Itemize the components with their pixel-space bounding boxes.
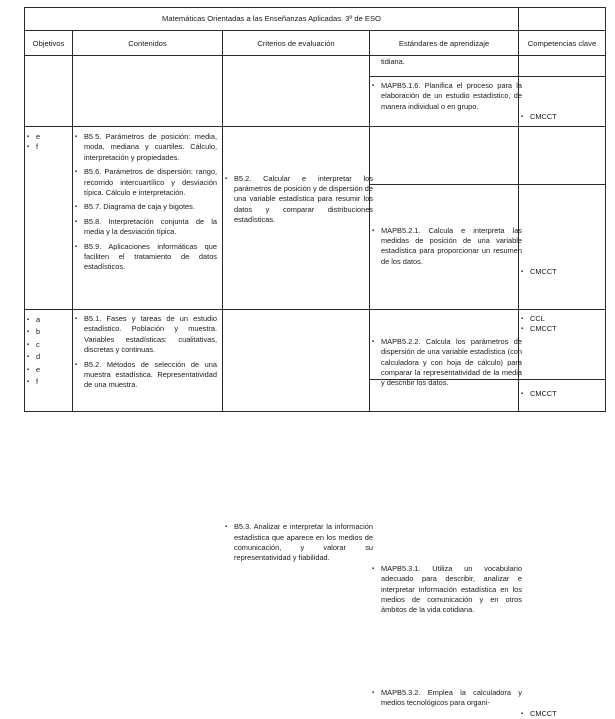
contenidos-list — [75, 132, 217, 277]
bullet-icon: ▪ — [27, 379, 30, 386]
criterio-item: ▪ B5.2. Calcular e interpretar los parámetros de posición y de dispersión de una variable estadística para resumir los datos y comparar distribuciones estadísticas. — [225, 173, 373, 225]
objetivos-list — [27, 132, 69, 153]
bullet-icon: ▪ — [372, 338, 375, 345]
estandar-item: ▪ MAPB5.2.2. Calcula los parámetros de dispersión de una variable estadística (con calculadora y con hoja de cálculo) para comparar la representatividad de la media y describir los datos. — [372, 336, 522, 388]
table-rule — [369, 184, 606, 185]
bullet-icon: ▪ — [27, 317, 30, 323]
objetivo-item: ▪ e — [27, 132, 41, 141]
bullet-icon: ▪ — [372, 227, 375, 234]
bullet-icon: ▪ — [27, 144, 30, 151]
header-objetivos: Objetivos — [32, 39, 65, 48]
header-competencias: Competencias clave — [527, 39, 597, 48]
contenido-item: ▪ B5.6. Parámetros de dispersión: rango, recorrido intercuartílico y desviación típica. Cálculo e interpretación. — [75, 167, 217, 198]
header-contenidos: Contenidos — [128, 39, 167, 48]
competencias-list — [521, 314, 601, 335]
bullet-icon: ▪ — [75, 361, 78, 368]
objetivo-item: ▪ f — [27, 142, 39, 152]
table-rule — [605, 7, 606, 412]
bullet-icon: ▪ — [27, 354, 30, 361]
bullet-icon: ▪ — [27, 341, 30, 348]
estandar-item: ▪ MAPB5.1.6. Planifica el proceso para la elaboración de un estudio estadístico, de manera individual o en grupo. — [372, 81, 522, 111]
competencia-item: ▪ CCL — [521, 314, 545, 323]
objetivo-item: ▪ d — [27, 351, 69, 363]
estandar-item: ▪ MAPB5.3.2. Emplea la calculadora y medios tecnológicos para organi- — [372, 687, 522, 708]
objetivo-item: ▪ a — [27, 314, 69, 326]
objetivo-item: ▪ f — [27, 376, 69, 388]
bullet-icon: ▪ — [521, 326, 524, 333]
objetivo-item: ▪ e — [27, 364, 69, 376]
bullet-icon: ▪ — [521, 390, 524, 397]
bullet-icon: ▪ — [521, 269, 524, 276]
header-criterios: Criterios de evaluación — [257, 39, 335, 48]
bullet-icon: ▪ — [521, 710, 524, 717]
table-rule — [369, 76, 606, 77]
header-estandares: Estándares de aprendizaje — [398, 39, 490, 48]
criterio-item: ▪ B5.3. Analizar e interpretar la información estadística que aparece en los medios de comunicación, y valorar su representatividad y fiabilidad. — [225, 522, 373, 563]
contenido-item: ▪ B5.2. Métodos de selección de una muestra estadística. Representatividad de una muestra. — [75, 359, 217, 390]
table-rule — [72, 30, 73, 412]
bullet-icon: ▪ — [372, 83, 375, 89]
bullet-icon: ▪ — [225, 524, 228, 531]
bullet-icon: ▪ — [75, 218, 78, 225]
competencia-item: ▪ CMCCT — [521, 324, 557, 334]
bullet-icon: ▪ — [75, 204, 78, 211]
bullet-icon: ▪ — [75, 243, 78, 250]
bullet-icon: ▪ — [372, 565, 375, 572]
bullet-icon: ▪ — [521, 114, 524, 121]
competencia-item: ▪ CMCCT — [521, 388, 557, 398]
bullet-icon: ▪ — [225, 175, 228, 182]
objetivo-item: ▪ c — [27, 339, 69, 351]
contenido-item: ▪ B5.7. Diagrama de caja y bigotes. — [75, 202, 195, 212]
contenido-item: ▪ B5.5. Parámetros de posición: media, moda, mediana y cuartiles. Cálculo, interpretación y propiedades. — [75, 132, 217, 162]
bullet-icon: ▪ — [75, 134, 78, 140]
bullet-icon: ▪ — [27, 329, 30, 336]
objetivos-list — [27, 314, 69, 388]
contenido-item: ▪ B5.9. Aplicaciones informáticas que faciliten el tratamiento de datos estadísticos. — [75, 241, 217, 272]
bullet-icon: ▪ — [521, 316, 524, 322]
competencia-item: ▪ CMCCT — [521, 708, 557, 718]
table-rule — [24, 7, 25, 412]
table-rule — [222, 30, 223, 412]
bullet-icon: ▪ — [75, 169, 78, 176]
estandar-continuation: tidiana. — [381, 57, 405, 66]
contenido-item: ▪ B5.1. Fases y tareas de un estudio estadístico. Población y muestra. Variables estadísticas: cualitativas, discretas y continuas. — [75, 314, 217, 355]
estandar-item: ▪ MAPB5.2.1. Calcula e interpreta las medidas de posición de una variable estadística para proporcionar un resumen de los datos. — [372, 225, 522, 266]
estandar-item: ▪ MAPB5.3.1. Utiliza un vocabulario adecuado para describir, analizar e interpretar información estadística en los medios de comunicación y en otros ámbitos de la vida cotidiana. — [372, 563, 522, 615]
table-title: Matemáticas Orientadas a las Enseñanzas Aplicadas. 3º de ESO — [162, 14, 381, 23]
competencia-item: ▪ CMCCT — [521, 112, 557, 122]
bullet-icon: ▪ — [27, 134, 30, 140]
objetivo-item: ▪ b — [27, 326, 69, 338]
bullet-icon: ▪ — [75, 316, 78, 322]
bullet-icon: ▪ — [372, 689, 375, 696]
bullet-icon: ▪ — [27, 366, 30, 373]
competencia-item: ▪ CMCCT — [521, 267, 557, 277]
contenidos-list — [75, 314, 217, 395]
contenido-item: ▪ B5.8. Interpretación conjunta de la media y la desviación típica. — [75, 216, 217, 237]
